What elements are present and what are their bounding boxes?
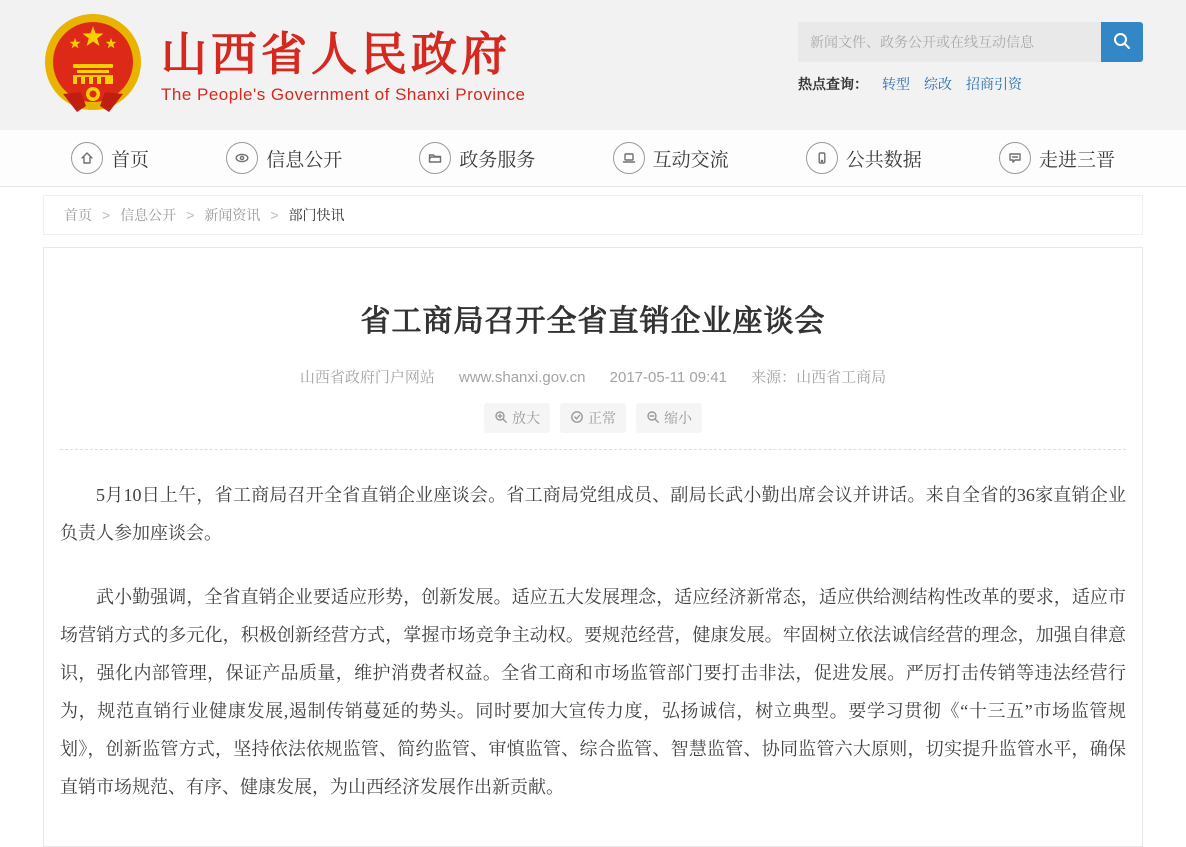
chat-icon <box>999 142 1031 174</box>
meta-datetime: 2017-05-11 09:41 <box>609 369 727 386</box>
font-size-controls <box>60 403 1126 433</box>
hot-link-zonggai[interactable]: 综改 <box>924 76 952 92</box>
meta-source: 来源：山西省工商局 <box>751 369 887 386</box>
normal-size-button[interactable] <box>560 403 626 433</box>
normal-size-label: 正常 <box>588 410 616 426</box>
site-title-cn: 山西省人民政府 <box>161 27 511 80</box>
laptop-icon <box>613 142 645 174</box>
hot-link-zhuanxing[interactable]: 转型 <box>882 76 910 92</box>
phone-icon <box>806 142 838 174</box>
breadcrumb-current: 部门快讯 <box>288 207 345 223</box>
zoom-in-label: 放大 <box>512 410 540 426</box>
nav-item-label: 公共数据 <box>845 149 922 171</box>
home-icon <box>71 142 103 174</box>
meta-source-site: 山西省政府门户网站 <box>299 369 435 386</box>
zoom-in-icon <box>494 410 512 427</box>
hot-link-zhaoshang[interactable]: 招商引资 <box>966 76 1022 92</box>
eye-icon <box>226 142 258 174</box>
nav-item-label: 互动交流 <box>652 149 729 171</box>
national-emblem-icon <box>43 12 143 116</box>
zoom-in-button[interactable] <box>484 403 550 433</box>
site-header <box>0 0 1186 130</box>
article-meta <box>60 366 1126 387</box>
content-divider <box>60 449 1126 450</box>
meta-site-url: www.shanxi.gov.cn <box>459 369 586 386</box>
nav-item-about-shanxi[interactable] <box>999 142 1115 174</box>
breadcrumb <box>43 195 1143 235</box>
nav-item-home[interactable] <box>71 142 149 174</box>
breadcrumb-separator: > <box>102 207 111 223</box>
breadcrumb-home[interactable]: 首页 <box>64 207 92 223</box>
normal-size-icon <box>570 410 588 427</box>
search-input[interactable] <box>798 22 1101 62</box>
nav-item-label: 信息公开 <box>266 149 343 171</box>
nav-item-label: 首页 <box>111 149 150 171</box>
hot-search-label: 热点查询： <box>798 76 868 92</box>
breadcrumb-news[interactable]: 新闻资讯 <box>204 207 261 223</box>
nav-item-info-disclosure[interactable] <box>226 142 342 174</box>
main-nav <box>0 130 1186 187</box>
breadcrumb-separator: > <box>270 207 279 223</box>
site-logo-link[interactable] <box>43 12 525 116</box>
article-box <box>43 247 1143 847</box>
article-paragraph: 5月10日上午，省工商局召开全省直销企业座谈会。省工商局党组成员、副局长武小勤出席会议并讲话。来自全省的36家直销企业负责人参加座谈会。 <box>60 485 1126 543</box>
nav-item-gov-services[interactable] <box>419 142 535 174</box>
zoom-out-button[interactable] <box>636 403 702 433</box>
search-block <box>798 12 1143 94</box>
folder-icon <box>419 142 451 174</box>
nav-item-interaction[interactable] <box>613 142 729 174</box>
breadcrumb-separator: > <box>186 207 195 223</box>
zoom-out-label: 缩小 <box>664 410 692 426</box>
nav-item-label: 政务服务 <box>459 149 536 171</box>
article-title: 省工商局召开全省直销企业座谈会 <box>360 305 826 338</box>
nav-item-public-data[interactable] <box>806 142 922 174</box>
search-button[interactable] <box>1101 22 1143 62</box>
search-icon <box>1112 31 1132 54</box>
breadcrumb-info-disclosure[interactable]: 信息公开 <box>120 207 177 223</box>
article-paragraph: 武小勤强调，全省直销企业要适应形势，创新发展。适应五大发展理念，适应经济新常态，适应供给测结构性改革的要求，适应市场营销方式的多元化，积极创新经营方式，掌握市场竞争主动权。要规范经营，健康发展。牢固树立依法诚信经营的理念，加强自律意识，强化内部管理，保证产品质量，维护消费者权益。全省工商和市场监管部门要打击非法，促进发展。严厉打击传销等违法经营行为，规范直销行业健康发展,遏制传销蔓延的势头。同时要加大宣传力度，弘扬诚信，树立典型。要学习贯彻《“十三五”市场监管规划》，创新监管方式，坚持依法依规监管、简约监管、审慎监管、综合监管、智慧监管、协同监管六大原则，切实提升监管水平，确保直销市场规范、有序、健康发展，为山西经济发展作出新贡献。 <box>60 587 1126 797</box>
nav-item-label: 走进三晋 <box>1038 149 1115 171</box>
site-title-en: The People's Government of Shanxi Province <box>161 85 526 105</box>
article-body <box>60 476 1126 806</box>
zoom-out-icon <box>646 410 664 427</box>
